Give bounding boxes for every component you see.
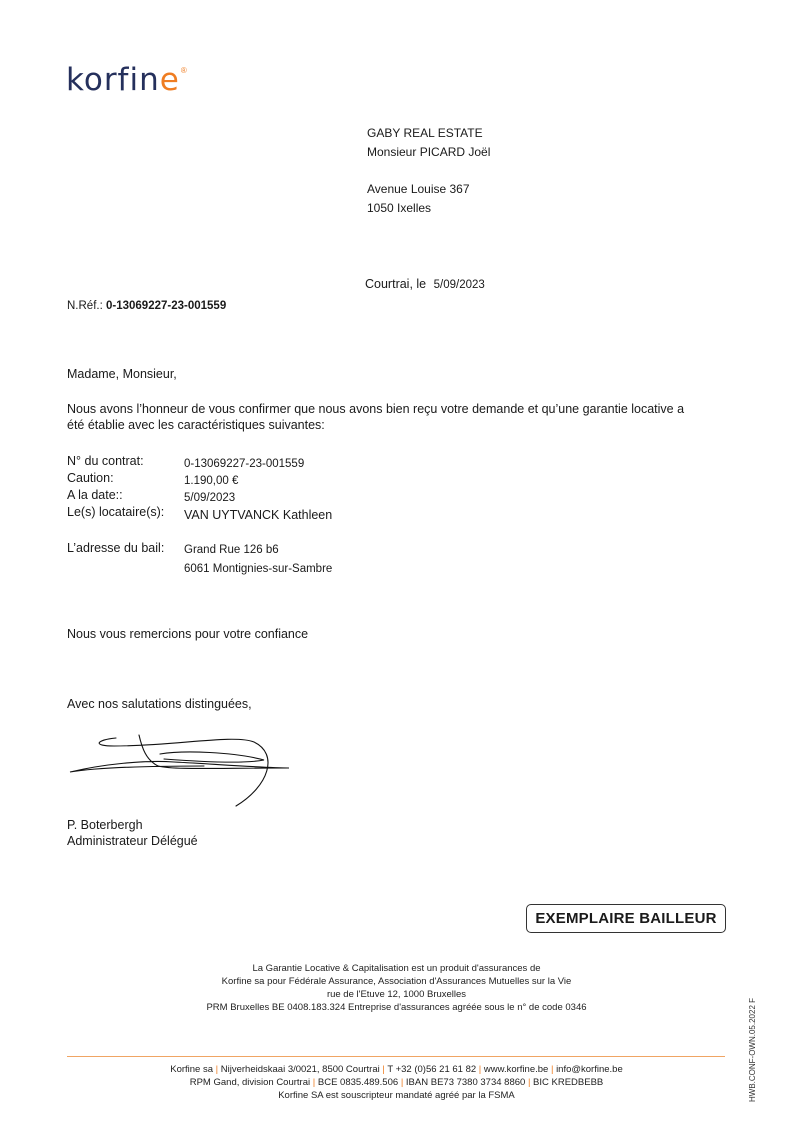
footer-bce: BCE 0835.489.506 [317,1077,399,1088]
contract-label: N° du contrat: [67,454,144,468]
legal-line-1: La Garantie Locative & Capitalisation est un produit d'assurances de [252,963,541,974]
details-labels [67,453,164,521]
intro-line-1: Nous avons l’honneur de vous confirmer que nous avons bien reçu votre demande et qu’une garantie locative a [67,402,685,416]
lease-address [184,541,332,579]
thanks-line: Nous vous remercions pour votre confiance [67,627,309,641]
legal-line-3: rue de l'Etuve 12, 1000 Bruxelles [326,989,467,1000]
registered-mark: ® [180,66,187,75]
place-label: Courtrai, le [365,277,427,291]
signatory-title: Administrateur Délégué [67,834,198,848]
footer-line-3: Korfine SA est souscripteur mandaté agréé par la FSMA [278,1090,515,1101]
salutation: Madame, Monsieur, [67,367,177,381]
reference-label: N.Réf.: [67,300,103,312]
place-date [365,276,485,293]
contract-value: 0-13069227-23-001559 [184,458,305,470]
footer-divider [67,1056,725,1057]
legal-line-2: Korfine sa pour Fédérale Assurance, Association d'Assurances Mutuelles sur la Vie [221,976,572,987]
korfine-logo [66,62,186,102]
footer-bic: BIC KREDBEBB [533,1077,604,1088]
details-values [184,456,332,524]
reference [67,300,226,312]
form-code: HWB.CONF-OWN.05.2022 F [748,997,757,1102]
footer-company: Korfine sa [170,1064,214,1075]
footer-line-1: Korfine sa | Nijverheidskaai 3/0021, 8500 Courtrai | T +32 (0)56 21 61 82 | www.korfine.be | info@korfine.be [170,1064,623,1075]
letter-date: 5/09/2023 [433,279,485,291]
recipient-person: Monsieur PICARD Joël [367,145,491,159]
recipient-city: 1050 Ixelles [367,201,432,215]
lease-address-line-1: Grand Rue 126 b6 [184,544,279,556]
copy-type-stamp: EXEMPLAIRE BAILLEUR [526,904,726,933]
footer-line-2: RPM Gand, division Courtrai | BCE 0835.489.506 | IBAN BE73 7380 3734 8860 | BIC KREDBEBB [189,1077,604,1088]
deposit-label: Caution: [67,471,114,485]
signature-image [64,726,299,812]
intro-paragraph [67,401,747,433]
tenants-value: VAN UYTVANCK Kathleen [184,508,333,522]
recipient-address [367,124,490,218]
footer-address: Nijverheidskaai 3/0021, 8500 Courtrai [220,1064,380,1075]
recipient-street: Avenue Louise 367 [367,182,470,196]
date-label: A la date:: [67,488,123,502]
footer-iban: IBAN BE73 7380 3734 8860 [405,1077,526,1088]
recipient-company: GABY REAL ESTATE [367,126,483,140]
date-value: 5/09/2023 [184,492,236,504]
lease-address-label: L’adresse du bail: [67,541,165,555]
logo-accent-letter: e [159,62,180,98]
signatory [67,817,198,849]
company-footer [0,1063,793,1102]
footer-website-link[interactable]: www.korfine.be [483,1064,549,1075]
footer-phone: T +32 (0)56 21 61 82 [387,1064,477,1075]
footer-email-link[interactable]: info@korfine.be [556,1064,623,1075]
logo-wordmark [66,62,180,98]
closing-line: Avec nos salutations distinguées, [67,697,252,711]
footer-rpm: RPM Gand, division Courtrai [189,1077,311,1088]
signatory-name: P. Boterbergh [67,818,143,832]
deposit-value: 1.190,00 € [184,475,239,487]
reference-value: 0-13069227-23-001559 [106,300,227,312]
legal-line-4: PRM Bruxelles BE 0408.183.324 Entreprise d'assurances agréée sous le n° de code 0346 [206,1002,587,1013]
logo-main-text: korfin [66,62,160,98]
intro-line-2: été établie avec les caractéristiques suivantes: [67,418,325,432]
legal-notice [0,962,793,1014]
lease-address-line-2: 6061 Montignies-sur-Sambre [184,563,333,575]
tenants-label: Le(s) locataire(s): [67,505,165,519]
